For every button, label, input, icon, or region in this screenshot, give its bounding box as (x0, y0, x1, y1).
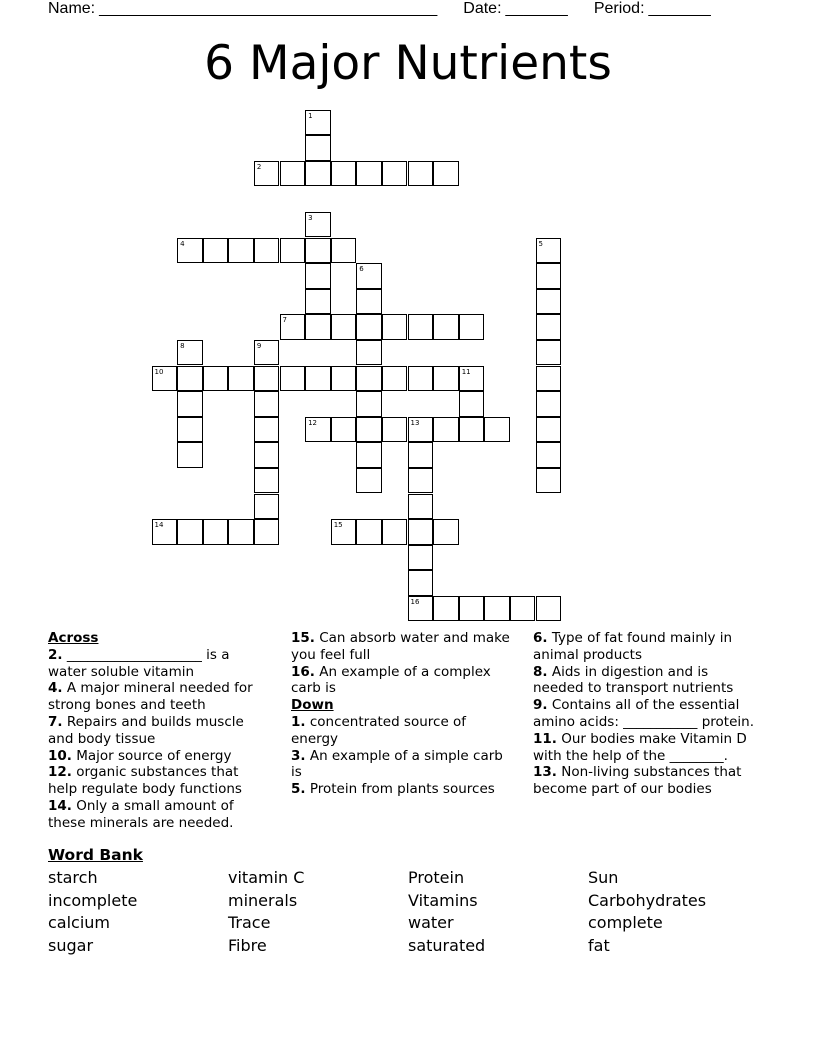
word-bank-item: Trace (228, 913, 271, 933)
grid-cell[interactable] (536, 314, 562, 340)
clue-down-1: 1. concentrated source of energy (291, 713, 467, 747)
clue-down-9: 9. Contains all of the essential amino acids: ___________ protein. (533, 697, 754, 730)
grid-cell[interactable] (408, 366, 434, 392)
word-bank-heading: Word Bank (48, 846, 143, 864)
word-bank-item: complete (588, 913, 663, 933)
grid-cell[interactable] (382, 519, 408, 545)
grid-cell[interactable] (536, 366, 562, 392)
grid-cell[interactable] (356, 391, 382, 417)
clue-number: 7 (282, 316, 287, 325)
grid-cell[interactable] (459, 417, 485, 443)
grid-cell[interactable] (254, 238, 280, 264)
grid-cell[interactable] (305, 212, 331, 238)
grid-cell[interactable] (356, 442, 382, 468)
grid-cell[interactable] (408, 494, 434, 520)
grid-cell[interactable] (177, 238, 203, 264)
word-bank-item: saturated (408, 936, 486, 956)
clues-column-1 (48, 630, 268, 832)
grid-cell[interactable] (408, 545, 434, 571)
grid-cell[interactable] (305, 366, 331, 392)
grid-cell[interactable] (177, 417, 203, 443)
grid-cell[interactable] (433, 519, 459, 545)
grid-cell[interactable] (228, 238, 254, 264)
grid-cell[interactable] (408, 314, 434, 340)
grid-cell[interactable] (536, 596, 562, 622)
word-bank-item: water (408, 913, 454, 933)
grid-cell[interactable] (356, 340, 382, 366)
grid-cell[interactable] (280, 366, 306, 392)
grid-cell[interactable] (254, 494, 280, 520)
page-title: 6 Major Nutrients (204, 36, 612, 91)
grid-cell[interactable] (177, 519, 203, 545)
clue-across-2: 2. ____________________ is a water soluble vitamin (48, 646, 230, 680)
down-heading: Down (291, 697, 334, 714)
grid-cell[interactable] (228, 519, 254, 545)
word-bank-item: Carbohydrates (588, 890, 707, 910)
grid-cell[interactable] (305, 263, 331, 289)
word-bank-item: starch (48, 868, 98, 887)
grid-cell[interactable] (356, 519, 382, 545)
word-bank-item: Sun (588, 868, 619, 887)
period-label: Period: (593, 0, 645, 17)
grid-cell[interactable] (254, 417, 280, 443)
grid-cell[interactable] (305, 289, 331, 315)
grid-cell[interactable] (408, 468, 434, 494)
grid-cell[interactable] (254, 442, 280, 468)
clue-across-10: 10. Major source of energy (48, 747, 232, 764)
word-bank-item: calcium (48, 913, 111, 933)
grid-cell[interactable] (254, 340, 280, 366)
clue-number: 16 (410, 597, 420, 606)
grid-cell[interactable] (382, 366, 408, 392)
clue-number: 12 (308, 418, 318, 427)
grid-cell[interactable] (305, 135, 331, 161)
grid-cell[interactable] (459, 366, 485, 392)
clue-number: 8 (180, 341, 185, 350)
clues-column-2 (291, 630, 513, 798)
grid-cell[interactable] (510, 596, 536, 622)
grid-cell[interactable] (433, 314, 459, 340)
grid-cell[interactable] (254, 519, 280, 545)
grid-cell[interactable] (331, 519, 357, 545)
clue-number: 3 (308, 213, 313, 222)
grid-cell[interactable] (177, 442, 203, 468)
grid-cell[interactable] (459, 314, 485, 340)
grid-cell[interactable] (459, 391, 485, 417)
grid-cell[interactable] (356, 289, 382, 315)
grid-cell[interactable] (408, 596, 434, 622)
clue-across-4: 4. A major mineral needed for strong bones and teeth (48, 680, 253, 714)
grid-cell[interactable] (408, 442, 434, 468)
grid-cell[interactable] (152, 366, 178, 392)
date-label: Date: (463, 0, 502, 17)
grid-cell[interactable] (356, 366, 382, 392)
word-bank-item: vitamin C (228, 868, 305, 887)
clue-across-12: 12. organic substances that help regulate body functions (48, 764, 242, 798)
grid-cell[interactable] (280, 161, 306, 187)
clue-number: 4 (180, 239, 185, 248)
clue-across-15: 15. Can absorb water and make you feel full (291, 630, 510, 663)
clue-number: 15 (333, 521, 343, 530)
grid-cell[interactable] (280, 238, 306, 264)
word-bank-item: Vitamins (408, 890, 478, 910)
clue-down-5: 5. Protein from plants sources (291, 781, 495, 798)
grid-cell[interactable] (536, 289, 562, 315)
clue-across-14: 14. Only a small amount of these minerals are needed. (48, 797, 234, 831)
grid-cell[interactable] (280, 314, 306, 340)
clue-down-3: 3. An example of a simple carb is (291, 747, 503, 781)
grid-cell[interactable] (331, 366, 357, 392)
grid-cell[interactable] (536, 468, 562, 494)
grid-cell[interactable] (177, 340, 203, 366)
clue-across-16: 16. An example of a complex carb is (291, 663, 491, 697)
clue-number: 9 (256, 341, 262, 350)
clue-number: 10 (154, 367, 164, 376)
grid-cell[interactable] (433, 417, 459, 443)
grid-cell[interactable] (203, 366, 229, 392)
clue-number: 5 (538, 239, 543, 248)
grid-cell[interactable] (331, 314, 357, 340)
name-blank[interactable]: ______________________________________ (99, 0, 438, 17)
clue-number: 2 (256, 162, 262, 171)
grid-cell[interactable] (382, 161, 408, 187)
grid-cell[interactable] (356, 314, 382, 340)
clue-number: 6 (359, 265, 364, 274)
grid-cell[interactable] (356, 263, 382, 289)
word-bank-item: sugar (48, 936, 94, 956)
grid-cell[interactable] (536, 417, 562, 443)
word-bank-item: Fibre (228, 936, 267, 956)
grid-cell[interactable] (356, 417, 382, 443)
grid-cell[interactable] (356, 468, 382, 494)
clue-down-8: 8. Aids in digestion and is needed to transport nutrients (533, 663, 734, 697)
clue-number: 13 (410, 418, 420, 427)
grid-cell[interactable] (331, 238, 357, 264)
clue-down-6: 6. Type of fat found mainly in animal products (533, 630, 733, 663)
word-bank-item: fat (588, 936, 610, 956)
grid-cell[interactable] (536, 442, 562, 468)
grid-cell[interactable] (459, 596, 485, 622)
grid-cell[interactable] (382, 314, 408, 340)
clue-across-7: 7. Repairs and builds muscle and body tissue (48, 713, 244, 747)
grid-cell[interactable] (536, 340, 562, 366)
grid-cell[interactable] (203, 519, 229, 545)
grid-cell[interactable] (152, 519, 178, 545)
grid-cell[interactable] (177, 391, 203, 417)
grid-cell[interactable] (408, 161, 434, 187)
grid-cell[interactable] (536, 263, 562, 289)
clues-column-3 (533, 630, 763, 798)
period-blank[interactable]: _______ (648, 0, 711, 17)
grid-cell[interactable] (433, 596, 459, 622)
grid-cell[interactable] (536, 238, 562, 264)
grid-cell[interactable] (305, 238, 331, 264)
clue-number: 11 (461, 367, 471, 376)
grid-cell[interactable] (408, 519, 434, 545)
grid-cell[interactable] (484, 417, 510, 443)
grid-cell[interactable] (484, 596, 510, 622)
grid-cell[interactable] (433, 161, 459, 187)
grid-cell[interactable] (177, 366, 203, 392)
grid-cell[interactable] (408, 570, 434, 596)
grid-cell[interactable] (382, 417, 408, 443)
grid-cell[interactable] (228, 366, 254, 392)
grid-cell[interactable] (254, 161, 280, 187)
clue-down-11: 11. Our bodies make Vitamin D with the help of the ________. (533, 730, 747, 764)
grid-cell[interactable] (331, 161, 357, 187)
grid-cell[interactable] (254, 391, 280, 417)
grid-cell[interactable] (433, 366, 459, 392)
across-heading: Across (48, 630, 99, 646)
clue-down-13: 13. Non-living substances that become part of our bodies (533, 764, 742, 798)
grid-cell[interactable] (536, 391, 562, 417)
grid-cell[interactable] (305, 161, 331, 187)
grid-cell[interactable] (356, 161, 382, 187)
clue-number: 14 (154, 521, 164, 530)
grid-cell[interactable] (203, 238, 229, 264)
grid-cell[interactable] (305, 110, 331, 136)
grid-cell[interactable] (254, 468, 280, 494)
grid-cell[interactable] (254, 366, 280, 392)
word-bank-item: Protein (408, 868, 465, 887)
word-bank-item: incomplete (48, 890, 138, 910)
date-blank[interactable]: _______ (505, 0, 568, 17)
clue-number: 1 (308, 111, 313, 120)
grid-cell[interactable] (408, 417, 434, 443)
word-bank-item: minerals (228, 890, 298, 910)
grid-cell[interactable] (305, 417, 331, 443)
name-label: Name: (48, 0, 96, 17)
grid-cell[interactable] (331, 417, 357, 443)
grid-cell[interactable] (305, 314, 331, 340)
student-info-header (48, 0, 715, 18)
